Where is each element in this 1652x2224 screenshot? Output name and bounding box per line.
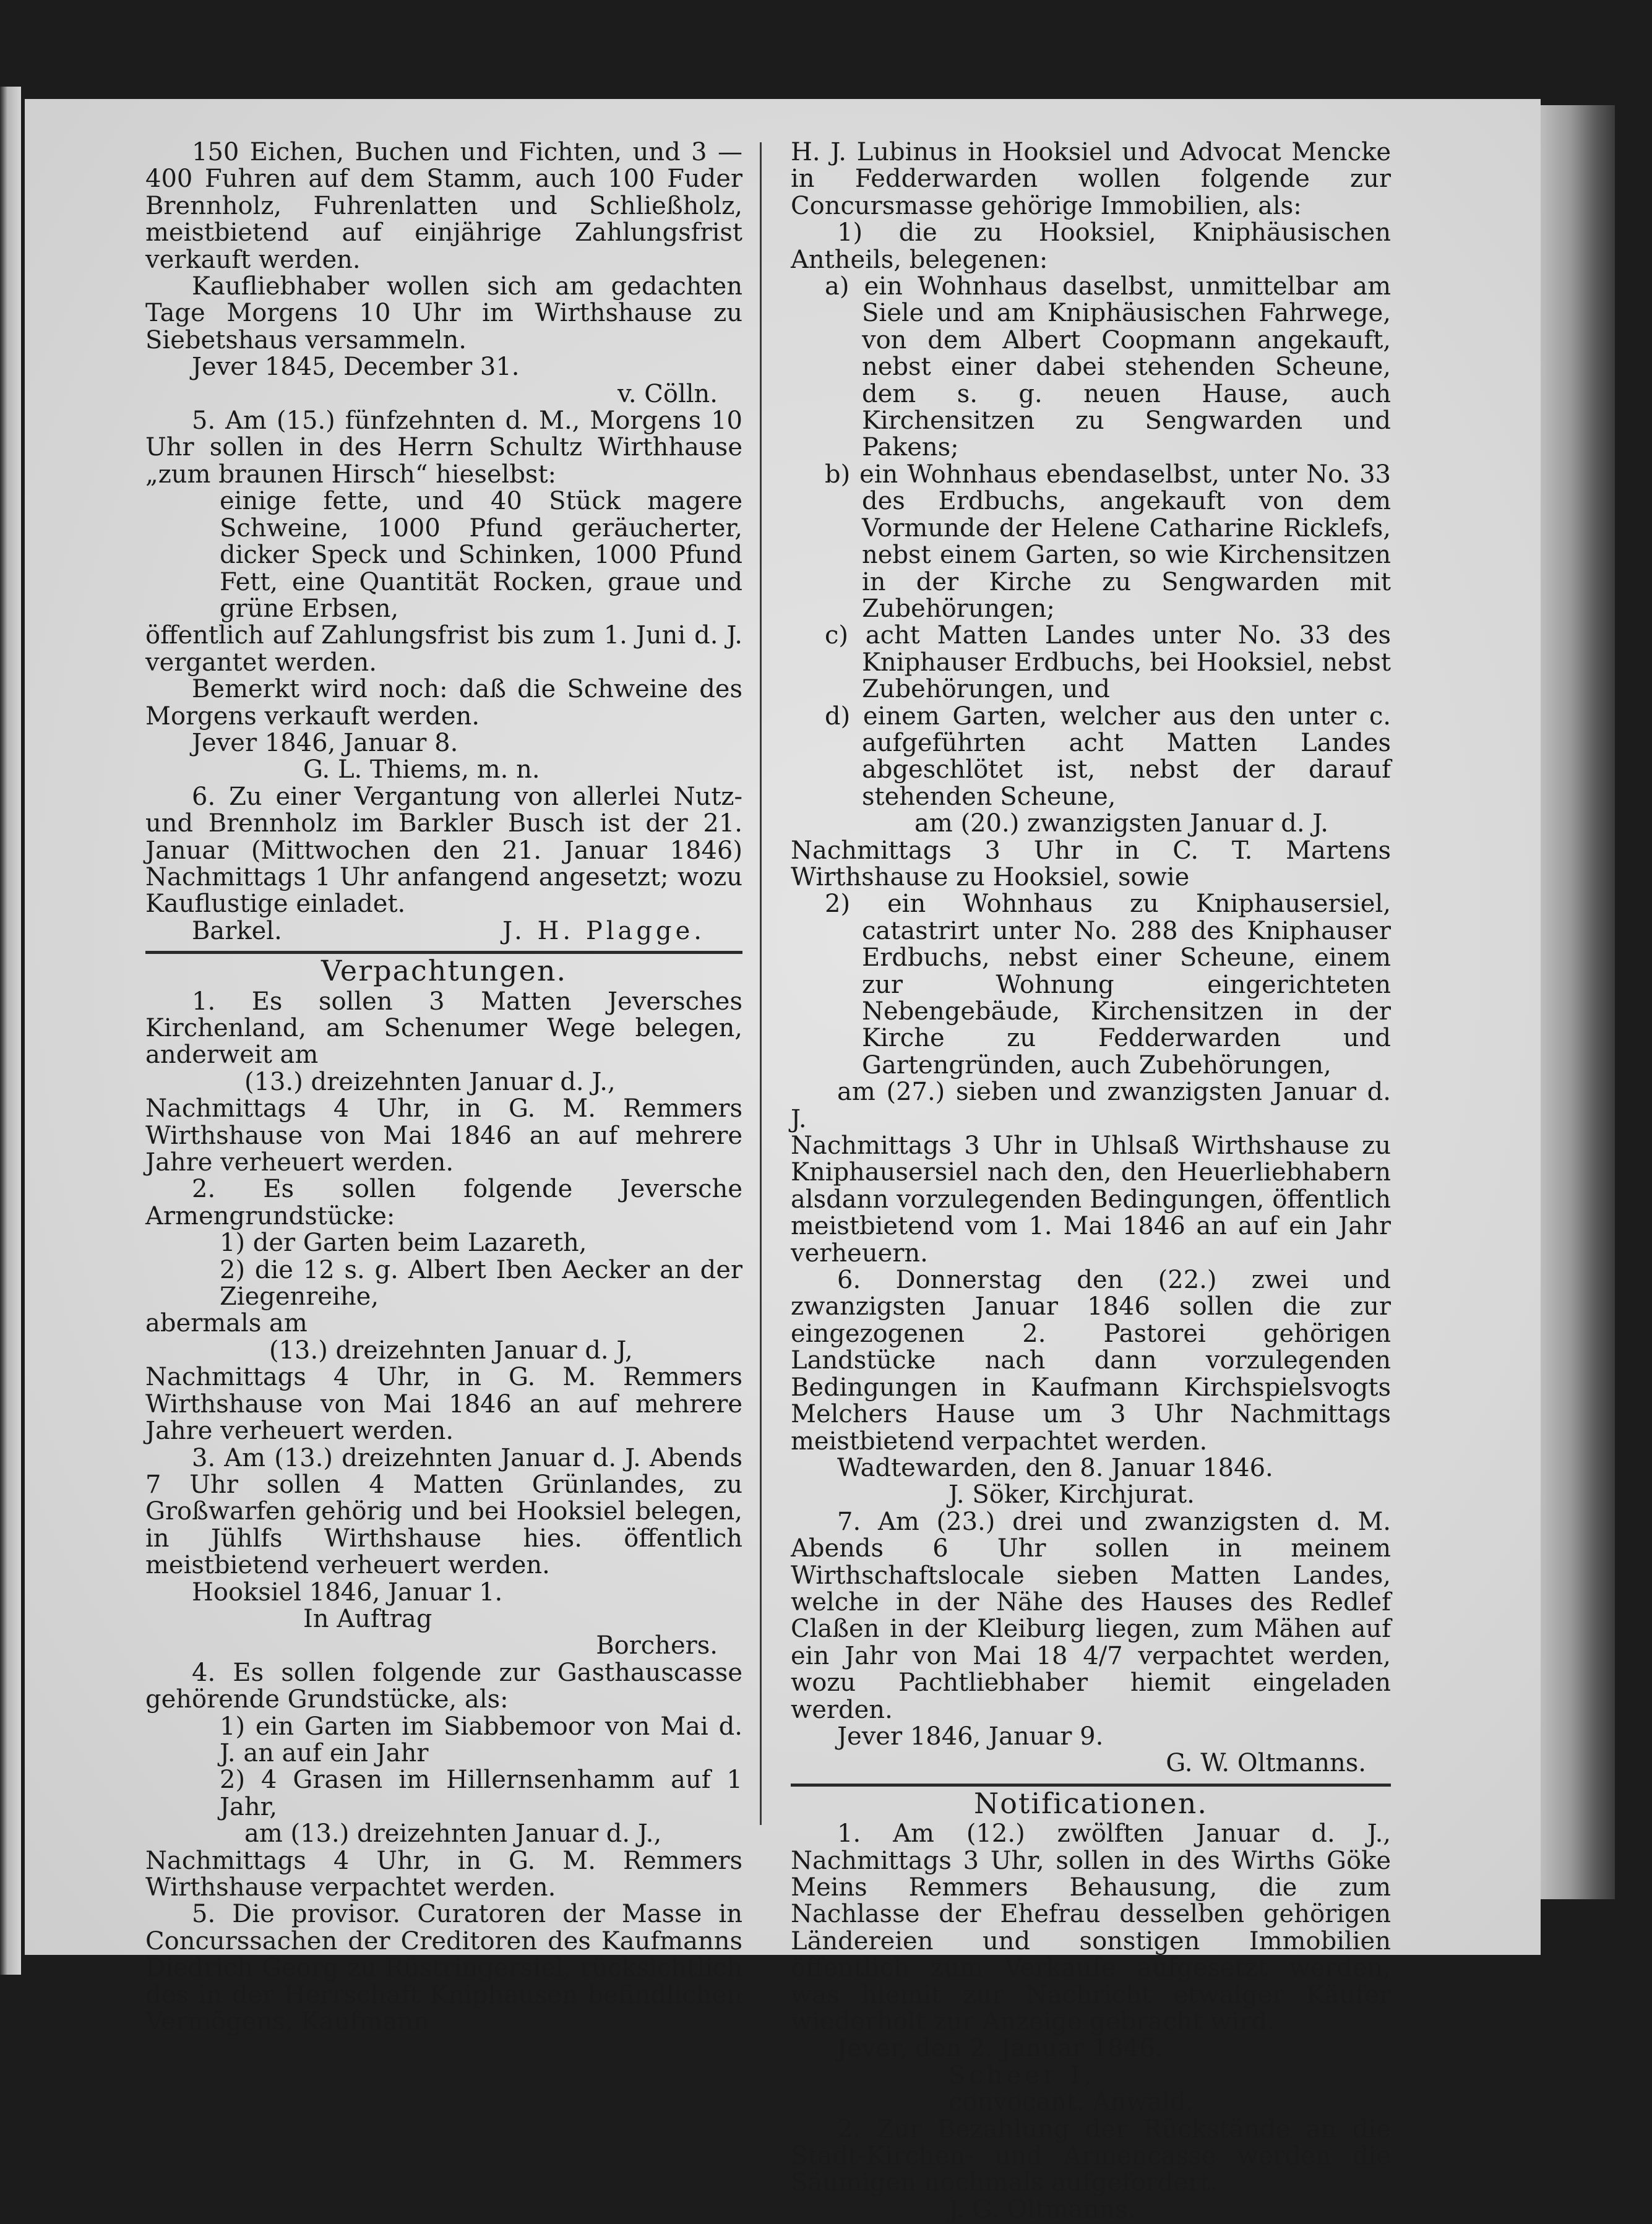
auction-wood-text: 150 Eichen, Buchen und Fichten, und 3 — 400 Fuhren auf dem Stamm, auch 100 Fuder Brennholz, Fuhrenlatten und Schließholz, meistbietend auf einjährige Zahlungsfrist verkauft werden.	[145, 138, 742, 274]
notice-6-footer	[145, 918, 742, 945]
notice-5-terms: öffentlich auf Zahlungsfrist bis zum 1. Juni d. J. vergantet werden.	[145, 621, 742, 677]
property-group-1-place: Nachmittags 3 Uhr in C. T. Martens Wirthshause zu Hooksiel, sowie	[791, 836, 1391, 891]
notification-1-signature: Scheer I,	[949, 2061, 1096, 2090]
lease-5-continued: H. J. Lubinus in Hooksiel und Advocat Mencke in Fedderwarden wollen folgende zur Concursmasse gehörige Immobilien, als:	[791, 138, 1391, 220]
lease-4-date: am (13.) dreizehnten Januar d. J.,	[244, 1819, 662, 1848]
lease-7-text: 7. Am (23.) drei und zwanzigsten d. M. Abends 6 Uhr sollen in meinem Wirthschaftslocale sieben Matten Landes, welche in der Nähe des Hauses des Redlef Claßen in der Kleiburg liegen, zum Mähen auf ein Jahr von Mai 18 4/7 verpachtet werden, wozu Pachtliebhaber hiemit eingeladen werden.	[791, 1507, 1391, 1724]
auction-wood-date: Jever 1845, December 31.	[192, 353, 520, 382]
lease-3-commission: In Auftrag	[303, 1604, 432, 1633]
property-group-2: 2) ein Wohnhaus zu Kniphausersiel, catastrirt unter No. 288 des Kniphauser Erdbuchs, nebst einer Scheune, einem zur Wohnung eingerichteten Nebengebäude, Kirchensitzen in der Kirche zu Fedderwarden und Gartengründen, auch Zubehörungen,	[825, 890, 1391, 1080]
notification-2-signature: J. G. Oltmanns.	[949, 2195, 1136, 2224]
notification-1-title: convocant. Anwald.	[949, 2088, 1194, 2117]
lease-5-text: 5. Die provisor. Curatoren der Masse in Concurssachen der Creditoren des Kaufmanns Diedrich Georg zu Rüstringersiel, rücksichtlich des in der Herrschaft Kniphausen befindlichen Vermögens, Kaufmann	[145, 1900, 742, 2037]
property-b: b) ein Wohnhaus ebendaselbst, unter No. 33 des Erdbuchs, angekauft von dem Vormunde der Helene Catharine Ricklefs, nebst einem Garten, so wie Kirchensitzen in der Kirche zu Sengwarden mit Zubehörungen;	[825, 460, 1391, 623]
lease-3-date: Hooksiel 1846, Januar 1.	[192, 1578, 503, 1607]
notification-2-text: 2. Zur Bezahlung der Rückstände an die Stadt-Kirchen- und Armencasse werden die Säumigen nochmals aufgefordert.	[791, 2115, 1391, 2197]
notice-5-remark: Bemerkt wird noch: daß die Schweine des Morgens verkauft werden.	[145, 675, 742, 731]
property-a: a) ein Wohnhaus daselbst, unmittelbar am Siele und am Kniphäusischen Fahrwege, von dem Albert Coopmann angekauft, nebst einer dabei stehenden Scheune, dem s. g. neuen Hause, auch Kirchensitzen zu Sengwarden und Pakens;	[825, 272, 1391, 462]
lease-7-date: Jever 1846, Januar 9.	[837, 1722, 1104, 1751]
lease-2-details: Nachmittags 4 Uhr, in G. M. Remmers Wirthshause von Mai 1846 an auf mehrere Jahre verheuert werden.	[145, 1363, 742, 1446]
lease-4-intro: 4. Es sollen folgende zur Gasthauscasse gehörende Grundstücke, als:	[145, 1658, 742, 1714]
left-column	[145, 139, 742, 2035]
facing-page-edge	[0, 87, 21, 1975]
lease-7-signature: G. W. Oltmanns.	[1166, 1749, 1366, 1778]
auction-wood-meeting: Kaufliebhaber wollen sich am gedachten Tage Morgens 10 Uhr im Wirthshause zu Siebetshaus versammeln.	[145, 272, 742, 354]
notice-5-date: Jever 1846, Januar 8.	[192, 728, 458, 757]
property-c: c) acht Matten Landes unter No. 33 des Kniphauser Erdbuchs, bei Hooksiel, nebst Zubehörungen, und	[825, 621, 1391, 704]
section-heading-notificationen: Notificationen.	[973, 1786, 1208, 1820]
lease-3-signature: Borchers.	[596, 1631, 718, 1660]
section-heading-verpachtungen: Verpachtungen.	[321, 954, 567, 988]
property-group-2-terms: Nachmittags 3 Uhr in Uhlsaß Wirthshause zu Kniphausersiel nach den, den Heuerliebhabern alsdann vorzulegenden Bedingungen, öffentlich meistbietend vom 1. Mai 1846 an auf ein Jahr verheuern.	[791, 1131, 1391, 1268]
property-group-1: 1) die zu Hooksiel, Kniphäusischen Antheils, belegenen:	[791, 218, 1391, 274]
property-d: d) einem Garten, welcher aus den unter c. aufgeführten acht Matten Landes abgeschlötet ist, nebst der darauf stehenden Scheune,	[825, 702, 1391, 811]
property-group-2-date: am (27.) sieben und zwanzigsten Januar d. J.	[791, 1078, 1391, 1133]
notice-5-goods: einige fette, und 40 Stück magere Schweine, 1000 Pfund geräucherter, dicker Speck und Schinken, 1000 Pfund Fett, eine Quantität Rocken, graue und grüne Erbsen,	[220, 487, 742, 623]
notice-6-place: Barkel.	[192, 916, 282, 945]
notice-6-text: 6. Zu einer Vergantung von allerlei Nutz- und Brennholz im Barkler Busch ist der 21. Januar (Mittwochen den 21. Januar 1846) Nachmittags 1 Uhr anfangend angesetzt; wozu Kauflustige einladet.	[145, 782, 742, 919]
column-divider	[760, 142, 762, 1825]
auction-wood-signature: v. Cölln.	[617, 379, 718, 408]
lease-4-details: Nachmittags 4 Uhr, in G. M. Remmers Wirthshause verpachtet werden.	[145, 1846, 742, 1902]
lease-1-date: (13.) dreizehnten Januar d. J.,	[244, 1067, 616, 1096]
notification-1-date: Jever, den 2. Januar 1846.	[837, 2034, 1163, 2063]
lease-2-item-2: 2) die 12 s. g. Albert Iben Aecker an der Ziegenreihe,	[220, 1255, 742, 1312]
notice-5-intro: 5. Am (15.) fünfzehnten d. M., Morgens 10 Uhr sollen in des Herrn Schultz Wirthhause „zum braunen Hirsch“ hieselbst:	[145, 406, 742, 489]
lease-1-text: 1. Es sollen 3 Matten Jeversches Kirchenland, am Schenumer Wege belegen, anderweit am	[145, 987, 742, 1070]
lease-2-item-1: 1) der Garten beim Lazareth,	[220, 1229, 587, 1258]
lease-6-signature: J. Söker, Kirchjurat.	[949, 1480, 1195, 1509]
property-group-1-date: am (20.) zwanzigsten Januar d. J.	[914, 809, 1328, 838]
lease-2-again: abermals am	[145, 1309, 308, 1338]
notice-5-signature: G. L. Thiems, m. n.	[303, 755, 540, 784]
lease-6-date: Wadtewarden, den 8. Januar 1846.	[837, 1453, 1273, 1482]
lease-1-details: Nachmittags 4 Uhr, in G. M. Remmers Wirthshause von Mai 1846 an auf mehrere Jahre verheuert werden.	[145, 1094, 742, 1177]
right-column	[791, 139, 1391, 2223]
lease-4-item-1: 1) ein Garten im Siabbemoor von Mai d. J. an auf ein Jahr	[220, 1712, 742, 1767]
lease-2-intro: 2. Es sollen folgende Jeversche Armengrundstücke:	[145, 1175, 742, 1230]
notice-6-signature: J. H. Plagge.	[502, 916, 705, 945]
book-binding-edge	[1541, 105, 1615, 1899]
lease-2-date: (13.) dreizehnten Januar d. J,	[269, 1336, 633, 1365]
notification-1-text: 1. Am (12.) zwölften Januar d. J., Nachmittags 3 Uhr, sollen in des Wirths Göke Meins Remmers Behausung, die zum Nachlasse der Ehefrau desselben gehörigen Ländereien und sonstigen Immobilien öffentlich zum Verkaufe aufgesetzt werden, was hiemit zur Nachricht etwaiger Käufer wiederholt zur Anzeige gebracht wird.	[791, 1819, 1391, 2037]
lease-3-text: 3. Am (13.) dreizehnten Januar d. J. Abends 7 Uhr sollen 4 Matten Grünlandes, zu Großwarfen gehörig und bei Hooksiel belegen, in Jühlfs Wirthshause hies. öffentlich meistbietend verheuert werden.	[145, 1443, 742, 1580]
lease-4-item-2: 2) 4 Grasen im Hillernsenhamm auf 1 Jahr,	[220, 1766, 742, 1821]
lease-6-text: 6. Donnerstag den (22.) zwei und zwanzigsten Januar 1846 sollen die zur eingezogenen 2. Pastorei gehörigen Landstücke nach dann vorzulegenden Bedingungen in Kaufmann Kirchspielsvogts Melchers Hause um 3 Uhr Nachmittags meistbietend verpachtet werden.	[791, 1266, 1391, 1456]
